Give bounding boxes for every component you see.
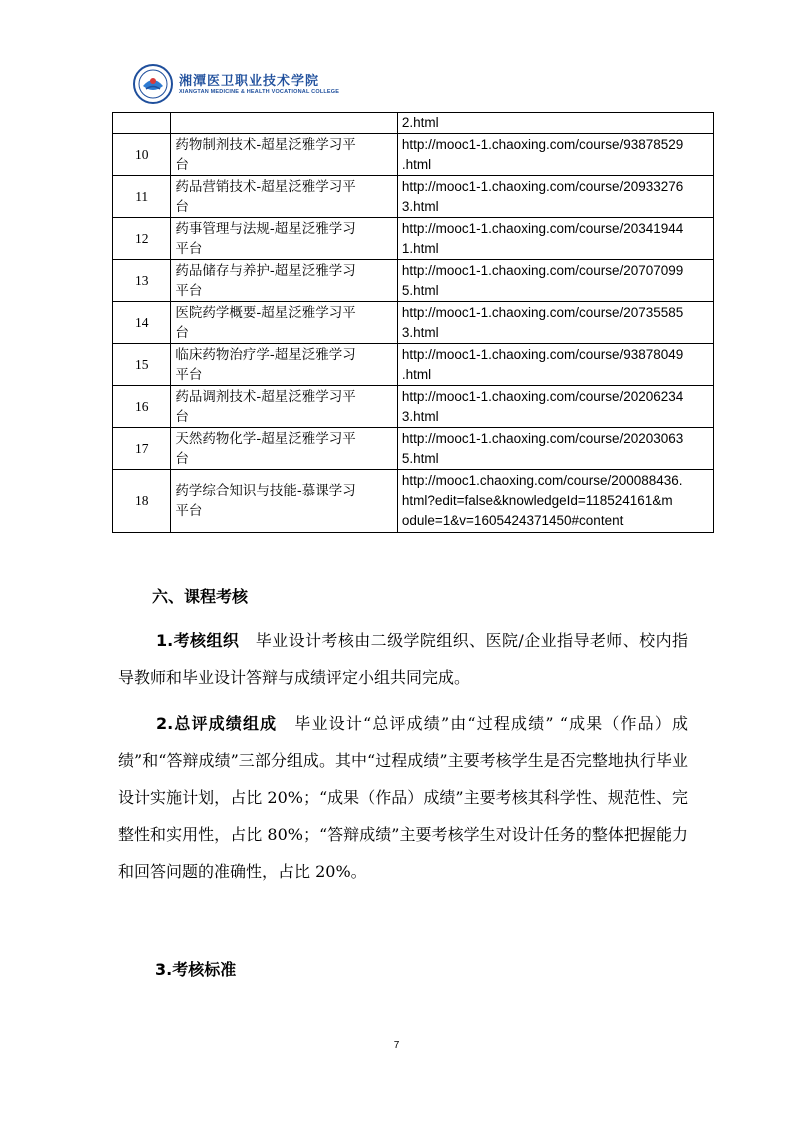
course-name-line: 药品储存与养护-超星泛雅学习 [175,262,356,279]
row-number [113,113,171,134]
table-row [113,113,714,134]
row-number: 10 [113,134,171,176]
row-number: 14 [113,302,171,344]
score-composition-text: 毕业设计“总评成绩”由“过程成绩” “成果（作品）成绩”和“答辩成绩”三部分组成。其中“过程成绩”主要考核学生是否完整地执行毕业设计实施计划，占比 20%；“成果（作品）成绩”主要考核其科学性、规范性、完整性和实用性，占比 80%；“答辩成绩”主要考核学生对设计任务的整体把握能力和回答问题的准确性，占比 20%。 [118,714,688,881]
row-number: 11 [113,176,171,218]
course-name-line: 药品调剂技术-超星泛雅学习平 [175,388,356,405]
table-row [113,344,714,386]
course-name-line: 平台 [175,240,203,257]
course-url-cell[interactable] [397,386,713,428]
course-url-cell[interactable] [397,113,713,134]
course-name-cell [171,344,398,386]
course-name-cell [171,386,398,428]
course-name-line: 台 [175,408,189,425]
course-url-cell[interactable] [397,428,713,470]
course-url-line[interactable]: http://mooc1-1.chaoxing.com/course/20933276 [401,178,684,194]
course-name-line: 药事管理与法规-超星泛雅学习 [175,220,356,237]
course-url-line[interactable]: http://mooc1-1.chaoxing.com/course/93878529 [401,136,684,152]
course-url-cell[interactable] [397,344,713,386]
table-row [113,302,714,344]
course-url-cell[interactable] [397,218,713,260]
row-number: 15 [113,344,171,386]
course-url-cell[interactable] [397,260,713,302]
course-url-cell[interactable] [397,302,713,344]
course-url-line[interactable]: odule=1&v=1605424371450#content [401,513,624,528]
exam-organization-text: 毕业设计考核由二级学院组织、医院/企业指导老师、校内指导教师和毕业设计答辩与成绩评定小组共同完成。 [118,631,688,687]
course-url-line[interactable]: http://mooc1-1.chaoxing.com/course/93878049 [401,346,684,362]
course-url-line[interactable]: .html [401,366,432,382]
table-row [113,260,714,302]
table-row [113,428,714,470]
course-name-line: 药物制剂技术-超星泛雅学习平 [175,136,356,153]
table-row [113,176,714,218]
exam-organization-label: 1.考核组织 [156,631,240,650]
course-name-cell [171,470,398,533]
course-name-cell [171,302,398,344]
course-name-line: 台 [175,156,189,173]
course-name-cell [171,113,398,134]
course-name-line: 药品营销技术-超星泛雅学习平 [175,178,356,195]
row-number: 17 [113,428,171,470]
course-name-line: 台 [175,324,189,341]
course-url-line[interactable]: 3.html [401,198,439,214]
course-name-cell [171,428,398,470]
course-url-line[interactable]: 5.html [401,282,439,298]
paragraph-score-composition [118,705,688,890]
table-row [113,218,714,260]
course-name-cell [171,176,398,218]
course-url-line[interactable]: http://mooc1.chaoxing.com/course/200088436. [401,473,683,488]
course-url-line[interactable]: http://mooc1-1.chaoxing.com/course/20206234 [401,388,684,404]
course-url-cell[interactable] [397,176,713,218]
course-name-line: 台 [175,198,189,215]
paragraph-exam-organization [118,622,688,696]
course-url-line[interactable]: http://mooc1-1.chaoxing.com/course/20203063 [401,430,684,446]
course-name-line: 台 [175,450,189,467]
school-name-en: XIANGTAN MEDICINE & HEALTH VOCATIONAL COLLEGE [179,89,340,95]
school-emblem-icon [133,64,173,104]
row-number: 13 [113,260,171,302]
course-url-line[interactable]: http://mooc1-1.chaoxing.com/course/20707099 [401,262,684,278]
course-url-line[interactable]: html?edit=false&knowledgeId=118524161&m [401,493,673,508]
school-name-cn: 湘潭医卫职业技术学院 [179,74,320,89]
course-name-line: 平台 [175,282,203,299]
row-number: 12 [113,218,171,260]
course-url-line[interactable]: 3.html [401,408,439,424]
row-number: 16 [113,386,171,428]
course-name-cell [171,260,398,302]
course-name-line: 医院药学概要-超星泛雅学习平 [175,304,356,321]
course-url-line[interactable]: 5.html [401,450,439,466]
course-url-cell[interactable] [397,470,713,533]
school-logo [133,64,433,110]
course-name-line: 药学综合知识与技能-慕课学习 [175,483,356,499]
table-row [113,470,714,533]
course-url-line[interactable]: 3.html [401,324,439,340]
section-heading: 六、课程考核 [152,587,249,606]
course-url-line[interactable]: http://mooc1-1.chaoxing.com/course/20341944 [401,220,684,236]
table-row [113,386,714,428]
score-composition-label: 2.总评成绩组成 [156,714,278,733]
course-resource-table [112,112,714,533]
course-url-cell[interactable] [397,134,713,176]
course-name-line: 平台 [175,366,203,383]
course-url-line[interactable]: .html [401,156,432,172]
course-url-line[interactable]: 1.html [401,240,439,256]
course-url-line[interactable]: http://mooc1-1.chaoxing.com/course/20735585 [401,304,684,320]
page-number: 7 [393,1040,400,1051]
row-number: 18 [113,470,171,533]
course-name-line: 临床药物治疗学-超星泛雅学习 [175,346,356,363]
course-url-line[interactable]: 2.html [401,115,439,130]
course-name-cell [171,134,398,176]
exam-standard-heading: 3.考核标准 [155,960,237,979]
course-name-line: 天然药物化学-超星泛雅学习平 [175,430,356,447]
table-row [113,134,714,176]
course-name-cell [171,218,398,260]
course-name-line: 平台 [175,503,203,519]
